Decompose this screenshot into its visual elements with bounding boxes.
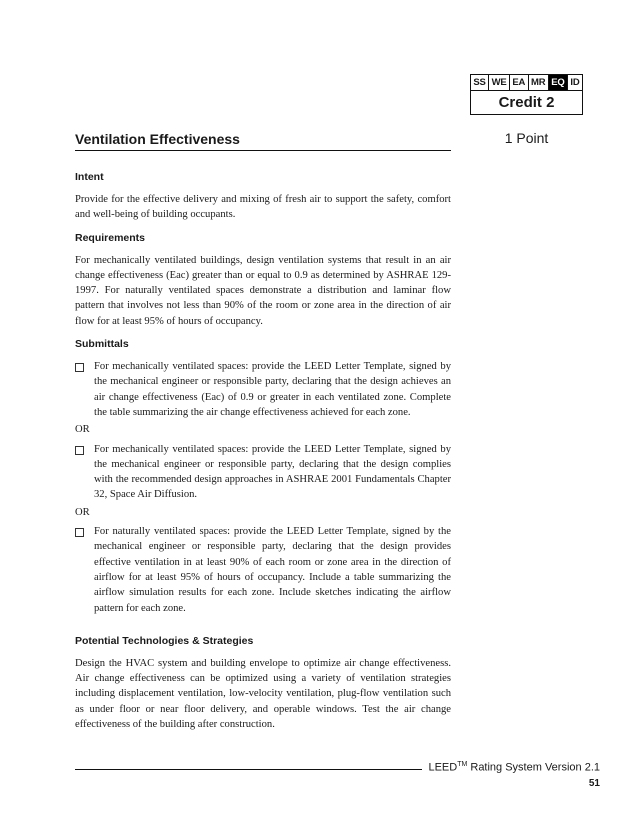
intent-text: Provide for the effective delivery and mixing of fresh air to support the safety, comfort and well-being of building occupants. [75, 194, 451, 221]
requirements-heading: Requirements [75, 231, 146, 244]
category-row [471, 75, 582, 91]
credit-label: Credit 2 [498, 94, 555, 111]
points-label: 1 Point [504, 130, 549, 146]
footer-label [428, 761, 600, 774]
page-number: 51 [588, 778, 600, 789]
trademark-mark: TM [457, 761, 468, 768]
submittal-item [75, 359, 451, 420]
strategies-text: Design the HVAC system and building envelope to optimize air change effectiveness. Air change effectiveness can be optimized using a variety of ventilation strategies including displacement ventilation, low-velocity ventilation, plug-flow ventilation such as under floor or near floor delivery, and operable windows. Test the air change effectiveness of the building after construction. [75, 657, 451, 731]
page-title: Ventilation Effectiveness [75, 131, 240, 147]
category-ss: SS [471, 75, 489, 90]
checkbox-icon [75, 528, 84, 537]
intent-heading: Intent [75, 171, 104, 183]
submittals-heading: Submittals [75, 338, 129, 351]
or-separator: OR [75, 506, 90, 518]
category-id: ID [570, 77, 580, 88]
main-content [75, 170, 451, 740]
title-divider [75, 150, 451, 151]
checkbox-icon [75, 446, 84, 455]
checkbox-icon [75, 363, 84, 372]
submittal-text: For mechanically ventilated spaces: provide the LEED Letter Template, signed by the mechanical engineer or responsible party, declaring that the design complies with the recommended design approaches in ASHRAE 2001 Fundamentals Chapter 32, Space Air Diffusion. [94, 443, 451, 501]
credit-category-box [470, 74, 583, 115]
requirements-text: For mechanically ventilated buildings, design ventilation systems that result in an air change effectiveness (Eac) greater than or equal to 0.9 as determined by ASHRAE 129-1997. For naturally ventilated spaces demonstrate a distribution and laminar flow pattern that involves not less than 90% of the room or zone area in the direction of air flow for at least 95% of hours of occupancy. [75, 254, 451, 327]
category-ea: EA [510, 75, 529, 90]
footer-brand: LEED [428, 761, 458, 774]
category-we: WE [489, 75, 510, 90]
strategies-heading: Potential Technologies & Strategies [75, 634, 254, 647]
category-mr: MR [529, 75, 549, 90]
submittal-text: For mechanically ventilated spaces: provide the LEED Letter Template, signed by the mechanical engineer or responsible party, declaring that the design achieves an air change effectiveness (Eac) of 0.9 or greater in each ventilated zone. Complete the table summarizing the air change effectiveness achieved for each zone. [94, 361, 451, 418]
submittal-item [75, 442, 451, 503]
footer-version: Rating System Version 2.1 [467, 761, 600, 774]
category-eq-active: EQ [549, 75, 568, 90]
or-separator: OR [75, 424, 90, 436]
submittal-item [75, 524, 451, 616]
submittal-text: For naturally ventilated spaces: provide the LEED Letter Template, signed by the mechanical engineer or responsible party, declaring that the design provides effective ventilation in at least 90% of each room or zone area in the direction of airflow for at least 95% of hours of occupancy. Include a table summarizing the airflow simulation results for each zone. Include sketches indicating the airflow pattern for each zone. [94, 526, 451, 614]
footer-divider [75, 769, 422, 770]
